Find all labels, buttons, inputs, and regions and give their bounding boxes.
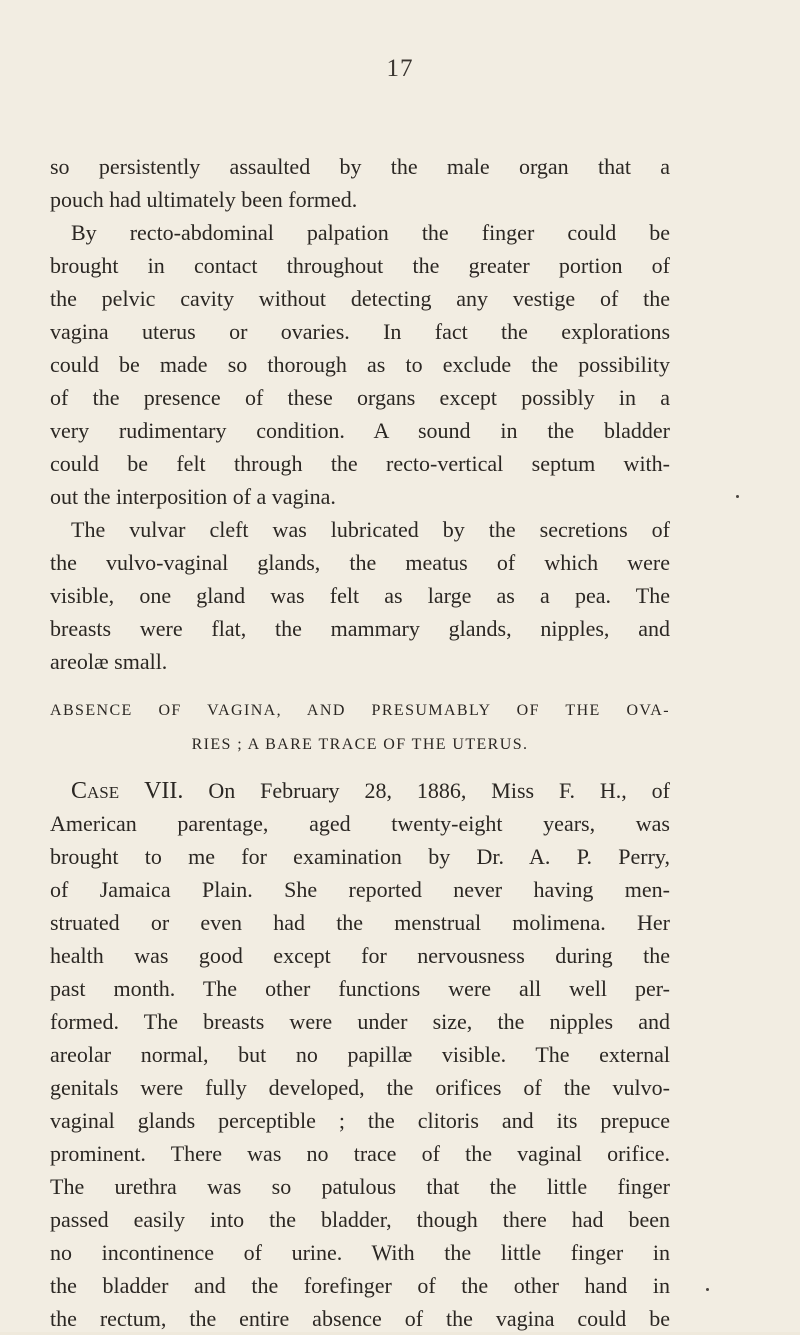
text-line: vagina uterus or ovaries. In fact the explorations — [50, 319, 670, 344]
case-label: Case VII. — [71, 778, 184, 804]
text-line: no incontinence of urine. With the little finger in — [50, 1240, 670, 1265]
text-line: vaginal glands perceptible ; the clitoris and its prepuce — [50, 1108, 670, 1133]
text-line: health was good except for nervousness during the — [50, 943, 670, 968]
print-speck — [736, 495, 739, 498]
text-line: past month. The other functions were all well per- — [50, 976, 670, 1001]
text-line-with-case-label — [50, 774, 670, 807]
text-line: breasts were flat, the mammary glands, nipples, and — [50, 616, 670, 641]
text-line: By recto-abdominal palpation the finger could be — [71, 220, 670, 245]
section-heading — [50, 694, 670, 762]
text-line: very rudimentary condition. A sound in the bladder — [50, 418, 670, 443]
text-line: of the presence of these organs except possibly in a — [50, 385, 670, 410]
text-line: The urethra was so patulous that the little finger — [50, 1174, 670, 1199]
print-speck — [706, 1288, 709, 1291]
text-line: out the interposition of a vagina. — [50, 484, 336, 509]
page-number: 17 — [386, 55, 414, 82]
paragraph-vulvar — [50, 513, 670, 678]
text-line: the bladder and the forefinger of the other hand in — [50, 1273, 670, 1298]
paragraph-continued — [50, 150, 670, 216]
text-line: could be made so thorough as to exclude the possibility — [50, 352, 670, 377]
text-line: The vulvar cleft was lubricated by the secretions of — [71, 517, 670, 542]
heading-line: RIES ; A BARE TRACE OF THE UTERUS. — [191, 736, 529, 753]
text-line: brought to me for examination by Dr. A. P. Perry, — [50, 844, 670, 869]
text-line: the vulvo-vaginal glands, the meatus of which were — [50, 550, 670, 575]
text-line: areolar normal, but no papillæ visible. The external — [50, 1042, 670, 1067]
paragraph-case-vii — [50, 774, 670, 1335]
text-line: of Jamaica Plain. She reported never having men- — [50, 877, 670, 902]
text-line: brought in contact throughout the greater portion of — [50, 253, 670, 278]
body-text — [50, 150, 670, 1335]
text-line: formed. The breasts were under size, the nipples and — [50, 1009, 670, 1034]
text-line: visible, one gland was felt as large as a pea. The — [50, 583, 670, 608]
text-line: genitals were fully developed, the orifices of the vulvo- — [50, 1075, 670, 1100]
text-line: prominent. There was no trace of the vaginal orifice. — [50, 1141, 670, 1166]
paragraph-palpation — [50, 216, 670, 513]
text-line: passed easily into the bladder, though there had been — [50, 1207, 670, 1232]
text-line: pouch had ultimately been formed. — [50, 187, 358, 212]
heading-line: ABSENCE OF VAGINA, AND PRESUMABLY OF THE OVA- — [50, 702, 670, 719]
text-line: American parentage, aged twenty-eight years, was — [50, 811, 670, 836]
text-line: could be felt through the recto-vertical septum with- — [50, 451, 670, 476]
text-line: so persistently assaulted by the male organ that a — [50, 154, 670, 179]
text-line: the pelvic cavity without detecting any vestige of the — [50, 286, 670, 311]
text-line: areolæ small. — [50, 649, 168, 674]
text-line: the rectum, the entire absence of the vagina could be — [50, 1306, 670, 1331]
text-line: struated or even had the menstrual molimena. Her — [50, 910, 670, 935]
text-line: On February 28, 1886, Miss F. H., of — [208, 778, 671, 803]
